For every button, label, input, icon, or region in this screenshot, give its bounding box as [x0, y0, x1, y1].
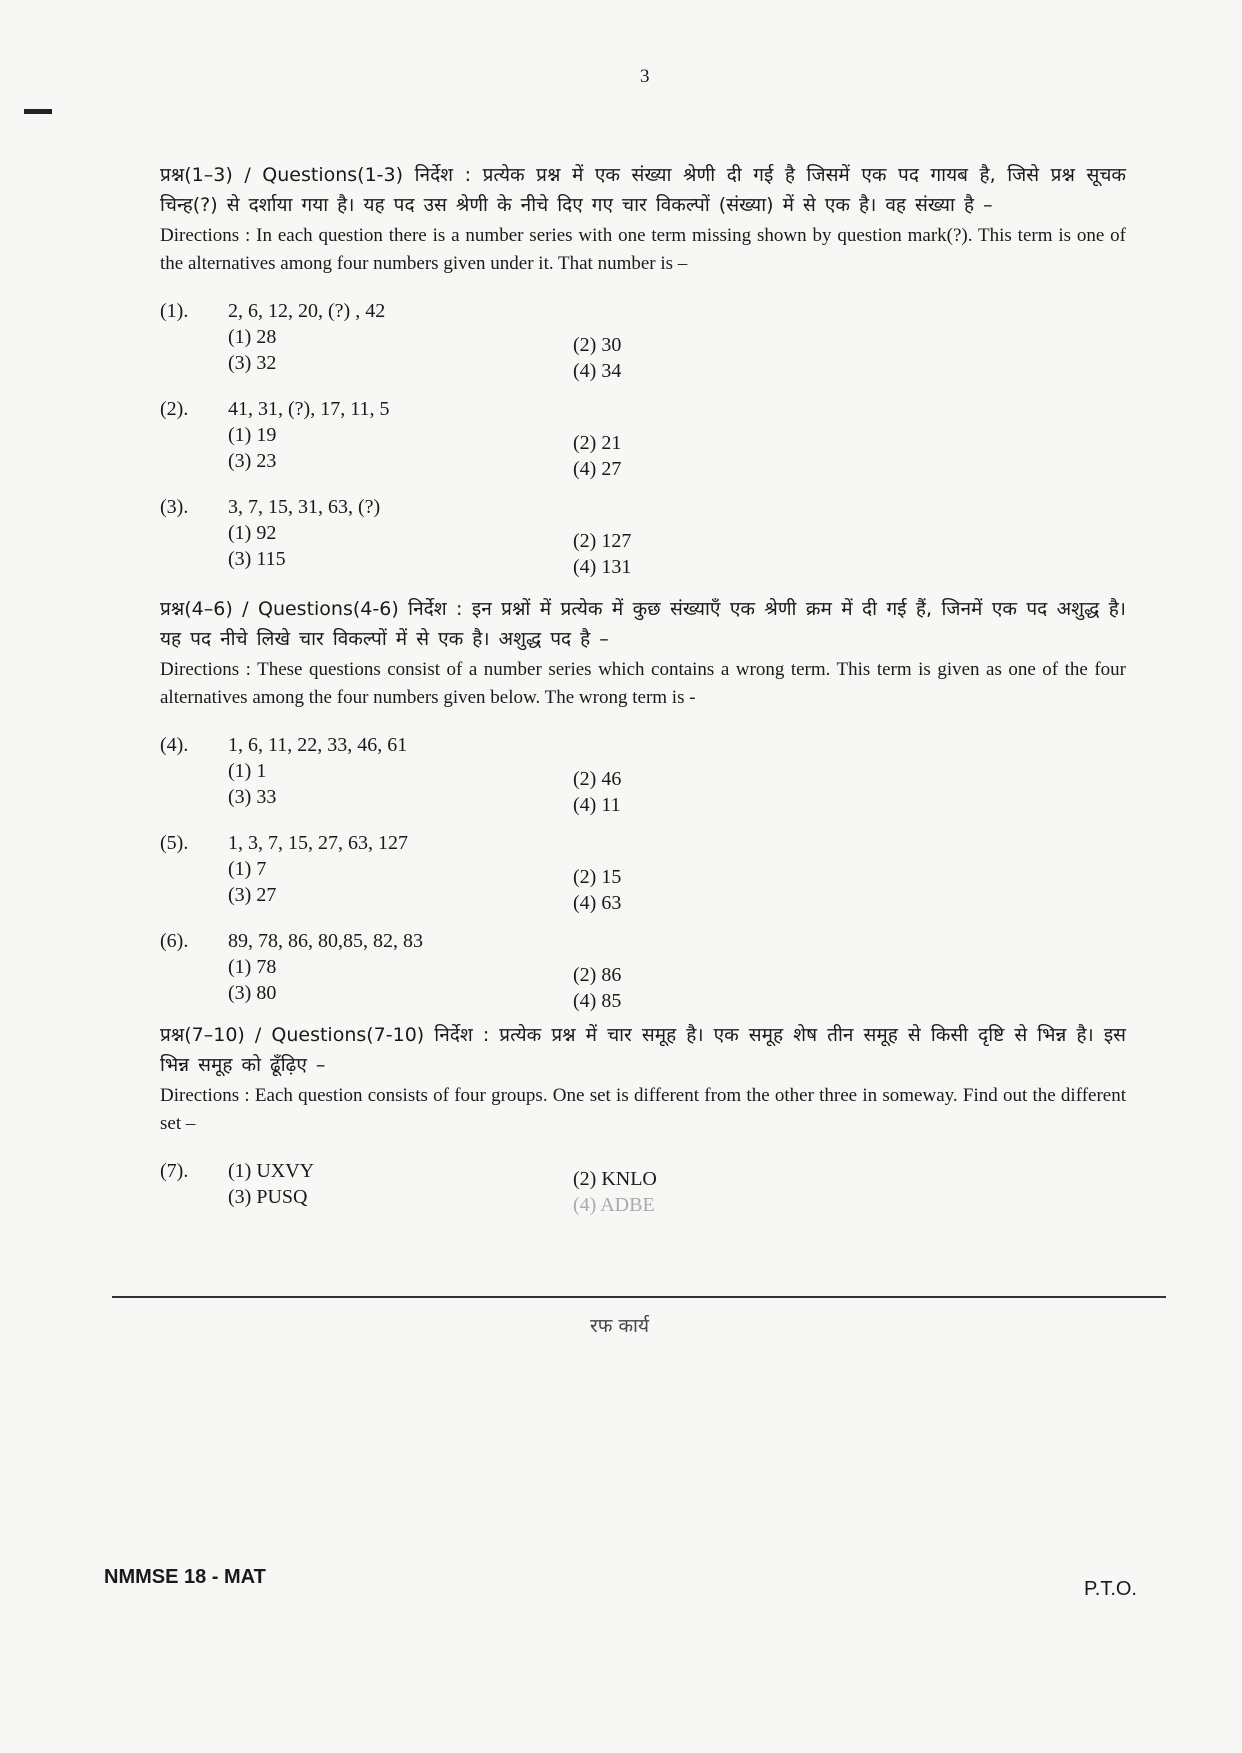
question-number: (4).	[160, 734, 189, 756]
question-series: 1, 3, 7, 15, 27, 63, 127	[228, 832, 408, 854]
question-number: (6).	[160, 930, 189, 952]
question-series: 89, 78, 86, 80,85, 82, 83	[228, 930, 423, 952]
question-series: 3, 7, 15, 31, 63, (?)	[228, 496, 381, 518]
option-4: (4) 131	[573, 556, 632, 578]
option-1: (1) 7	[228, 858, 267, 880]
option-3: (3) 115	[228, 548, 286, 570]
option-3: (3) 23	[228, 450, 277, 472]
option-4: (4) 11	[573, 794, 621, 816]
option-3: (3) 32	[228, 352, 277, 374]
option-2: (2) 21	[573, 432, 622, 454]
section-3-english-directions: Directions : Each question consists of four groups. One set is different from the other three in someway. Find out the different set –	[160, 1085, 1126, 1134]
margin-mark	[24, 109, 52, 114]
footer-exam-code: NMMSE 18 - MAT	[104, 1566, 266, 1588]
option-1: (1) 28	[228, 326, 277, 348]
option-2: (2) 86	[573, 964, 622, 986]
option-2: (2) 46	[573, 768, 622, 790]
question-number: (1).	[160, 300, 189, 322]
option-3: (3) PUSQ	[228, 1186, 308, 1208]
option-2: (2) 30	[573, 334, 622, 356]
question-number: (5).	[160, 832, 189, 854]
question-number: (7).	[160, 1160, 189, 1182]
question-7	[160, 1158, 1126, 1216]
question-number: (2).	[160, 398, 189, 420]
horizontal-divider	[112, 1296, 1166, 1298]
section-1-english-directions: Directions : In each question there is a number series with one term missing shown by question mark(?). This term is one of the alternatives among four numbers given under it. That number is –	[160, 225, 1126, 274]
section-3	[160, 1020, 1126, 1216]
question-6	[160, 928, 1126, 1012]
question-4	[160, 732, 1126, 816]
question-number: (3).	[160, 496, 189, 518]
question-series: 2, 6, 12, 20, (?) , 42	[228, 300, 386, 322]
option-4: (4) 85	[573, 990, 622, 1012]
question-content	[160, 160, 1126, 1216]
option-4: (4) 63	[573, 892, 622, 914]
option-2: (2) 127	[573, 530, 632, 552]
option-4: (4) ADBE	[573, 1194, 655, 1216]
rough-work-label: रफ कार्य	[590, 1315, 649, 1337]
option-3: (3) 27	[228, 884, 277, 906]
section-2	[160, 594, 1126, 1012]
section-2-english-directions: Directions : These questions consist of a number series which contains a wrong term. This term is given as one of the four alternatives among the four numbers given below. The wrong term is -	[160, 659, 1126, 708]
option-2: (2) 15	[573, 866, 622, 888]
section-1	[160, 160, 1126, 578]
section-2-hindi-directions: प्रश्न(4–6) / Questions(4-6) निर्देश : इन प्रश्नों में प्रत्येक में कुछ संख्याएँ एक श्रेणी क्रम में दी गई हैं, जिनमें एक पद अशुद्ध है। यह पद नीचे लिखे चार विकल्पों में से एक है। अशुद्ध पद है –	[160, 598, 1126, 650]
option-4: (4) 27	[573, 458, 622, 480]
option-1: (1) 92	[228, 522, 277, 544]
question-1	[160, 298, 1126, 382]
section-3-hindi-directions: प्रश्न(7–10) / Questions(7-10) निर्देश : प्रत्येक प्रश्न में चार समूह है। एक समूह शेष तीन समूह से किसी दृष्टि से भिन्न है। इस भिन्न समूह को ढूँढ़िए –	[160, 1024, 1126, 1076]
question-2	[160, 396, 1126, 480]
option-1: (1) 1	[228, 760, 267, 782]
question-series: 41, 31, (?), 17, 11, 5	[228, 398, 390, 420]
option-4: (4) 34	[573, 360, 622, 382]
question-5	[160, 830, 1126, 914]
option-1: (1) UXVY	[228, 1160, 315, 1182]
footer-pto: P.T.O.	[1084, 1578, 1137, 1600]
section-1-hindi-directions: प्रश्न(1–3) / Questions(1-3) निर्देश : प्रत्येक प्रश्न में एक संख्या श्रेणी दी गई है जिसमें एक पद गायब है, जिसे प्रश्न सूचक चिन्ह(?) से दर्शाया गया है। यह पद उस श्रेणी के नीचे दिए गए चार विकल्पों (संख्या) में से एक है। वह संख्या है –	[160, 164, 1126, 216]
option-3: (3) 33	[228, 786, 277, 808]
page-number: 3	[640, 66, 650, 87]
option-2: (2) KNLO	[573, 1168, 657, 1190]
question-series: 1, 6, 11, 22, 33, 46, 61	[228, 734, 408, 756]
option-1: (1) 19	[228, 424, 277, 446]
question-3	[160, 494, 1126, 578]
option-1: (1) 78	[228, 956, 277, 978]
option-3: (3) 80	[228, 982, 277, 1004]
